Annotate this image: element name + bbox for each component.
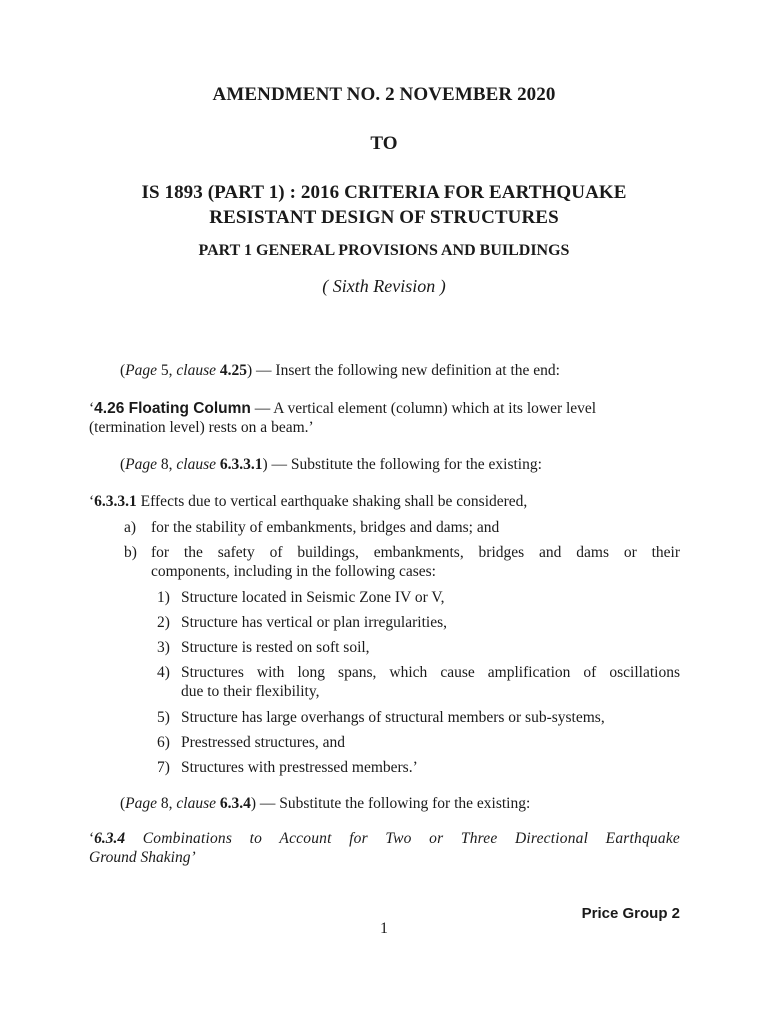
list-label: a) — [124, 519, 137, 536]
list-text: for the safety of buildings, embankments, bridges and dams or their — [151, 544, 680, 561]
definition-4-26-line2: (termination level) rests on a beam.’ — [89, 419, 314, 436]
list-item: 3) Structure is rested on soft soil, — [157, 639, 370, 656]
clause-6-3-4-line2: Ground Shaking’ — [89, 849, 196, 866]
price-group: Price Group 2 — [581, 905, 680, 922]
list-item — [124, 543, 680, 581]
list-item: 2) Structure has vertical or plan irregularities, — [157, 614, 447, 631]
definition-heading: 4.26 Floating Column — [94, 400, 251, 417]
clause-6-3-4-line1: ‘6.3.4 Combinations to Account for Two or Three Directional Earthquake — [89, 830, 680, 847]
list-item: 6) Prestressed structures, and — [157, 734, 345, 751]
list-item: 4) Structures with long spans, which cause amplification of oscillations due to their flexibility, — [157, 664, 680, 700]
standard-title-line1: IS 1893 (PART 1) : 2016 CRITERIA FOR EARTHQUAKE — [141, 182, 627, 203]
part-title: PART 1 GENERAL PROVISIONS AND BUILDINGS — [198, 242, 570, 259]
clause-6-3-3-1: ‘6.3.3.1 Effects due to vertical earthquake shaking shall be considered, — [89, 493, 528, 510]
list-label: b) — [124, 544, 137, 561]
instruction-1: (Page 5, clause 4.25) — Insert the following new definition at the end: — [120, 362, 560, 379]
standard-title-line2: RESISTANT DESIGN OF STRUCTURES — [209, 207, 559, 228]
instruction-2: (Page 8, clause 6.3.3.1) — Substitute the following for the existing: — [120, 456, 542, 473]
amendment-title: AMENDMENT NO. 2 NOVEMBER 2020 — [212, 84, 556, 105]
list-item: 1) Structure located in Seismic Zone IV or V, — [157, 589, 445, 606]
list-text-continued: components, including in the following cases: — [151, 563, 436, 580]
list-item: 5) Structure has large overhangs of structural members or sub-systems, — [157, 709, 605, 726]
to-line: TO — [370, 133, 398, 154]
instruction-3: (Page 8, clause 6.3.4) — Substitute the following for the existing: — [120, 795, 531, 812]
revision-note: ( Sixth Revision ) — [322, 276, 446, 296]
page-number: 1 — [380, 920, 388, 937]
list-item — [124, 518, 680, 537]
definition-4-26-line1: ‘4.26 Floating Column — A vertical element (column) which at its lower level — [89, 400, 597, 417]
list-text: for the stability of embankments, bridges and dams; and — [151, 519, 500, 536]
list-item: 7) Structures with prestressed members.’ — [157, 759, 418, 776]
